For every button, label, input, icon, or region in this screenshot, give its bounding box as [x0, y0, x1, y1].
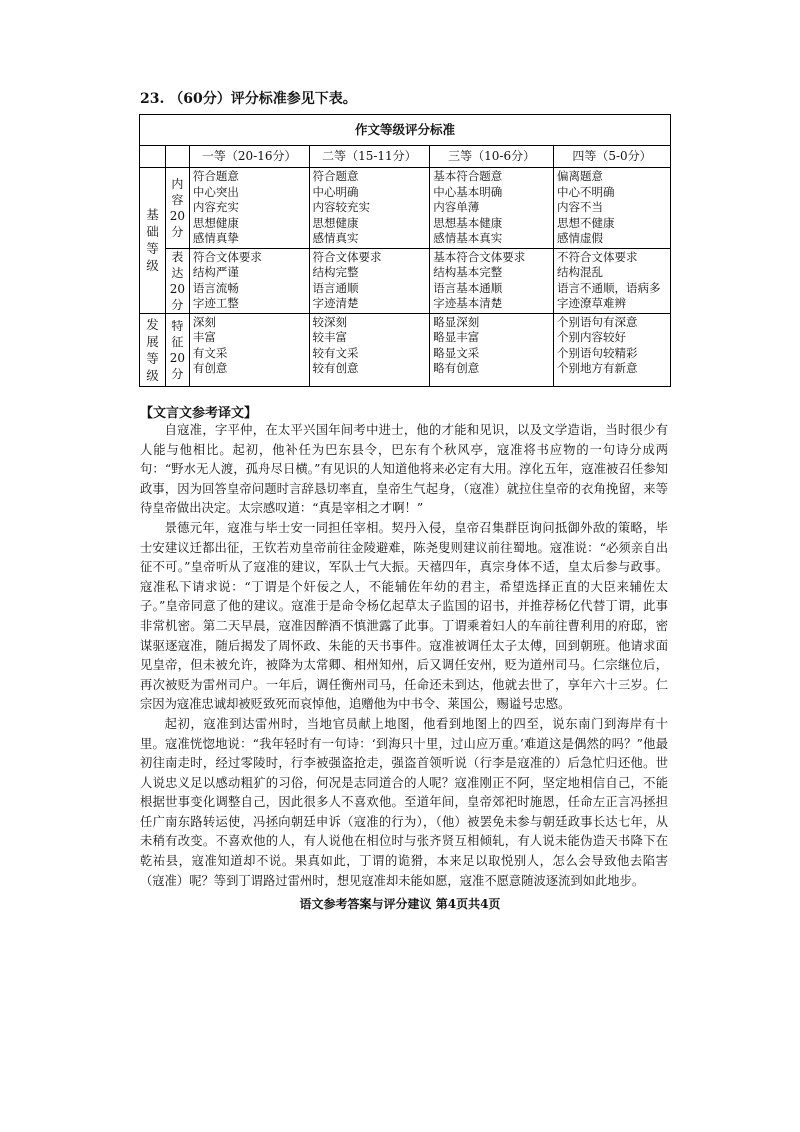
- feature-grade-2: 较深刻 较丰富 较有文采 较有创意: [309, 313, 430, 386]
- rubric-grade-row: [140, 145, 671, 168]
- translation-paragraph-3: 起初，寇准到达雷州时，当地官员献上地图，他看到地图上的四至，说东南门到海岸有十里。寇准恍惚地说：“我年轻时有一句诗：‘到海只十里，过山应万重。’难道这是偶然的吗？”他最初往南走时，经过零陵时，行李被强盗抢走，强盗首领听说（行李是寇准的）后急忙归还他。世人说忠义足以感动粗犷的习俗，何况是志同道合的人呢？寇准刚正不阿，坚定地相信自己，不能根据世事变化调整自己，因此很多人不喜欢他。至道年间，皇帝郊祀时施恩，任命左正言冯拯担任广南东路转运使，冯拯向朝廷申诉（寇准的行为），（他）被罢免未参与朝廷政事长达七年，从未稍有改变。不喜欢他的人，有人说他在相位时与张齐贤互相倾轧，有人说未能伪造天书降下在乾祐县，寇准知道却不说。果真如此，丁谓的诡猾，本来足以取悦别人，怎么会导致他去陷害（寇准）呢？等到丁谓路过雷州时，想见寇准却未能如愿，寇准不愿意随波逐流到如此地步。: [140, 716, 668, 888]
- expression-grade-2: 符合文体要求 结构完整 语言通顺 字迹清楚: [309, 248, 430, 313]
- expression-grade-4: 不符合文体要求 结构混乱 语言不通顺，语病多 字迹潦草难辨: [554, 248, 671, 313]
- basic-level-label: 基 础 等 级: [140, 168, 166, 314]
- translation-paragraph-2: 景德元年，寇准与毕士安一同担任宰相。契丹入侵，皇帝召集群臣询问抵御外敌的策略，毕士安建议迁都出征，王钦若劝皇帝前往金陵避难，陈尧叟则建议前往蜀地。寇准说：“必须亲自出征不可。”皇帝听从了寇准的建议，军队士气大振。天禧四年，真宗身体不适，皇太后参与政事。寇准私下请求说：“丁谓是个奸佞之人，不能辅佐年幼的君主，希望选择正直的大臣来辅佐太子。”皇帝同意了他的建议。寇准于是命令杨亿起草太子监国的诏书，并推荐杨亿代替丁谓，此事非常机密。第二天早晨，寇准因醉酒不慎泄露了此事。丁谓乘着妇人的车前往曹利用的府邸，密谋驱逐寇准，随后揭发了周怀政、朱能的天书事件。寇准被调任太子太傅，回到朝班。他请求面见皇帝，但未被允许，被降为太常卿、相州知州，后又调任安州，贬为道州司马。仁宗继位后，再次被贬为雷州司户。一年后，调任衡州司马，任命还未到达，他就去世了，享年六十三岁。仁宗因为寇准忠诚却被贬致死而哀悼他，追赠他为中书令、莱国公，赐谥号忠愍。: [140, 520, 668, 712]
- content-row: [140, 168, 671, 249]
- content-grade-4: 偏离题意 中心不明确 内容不当 思想不健康 感情虚假: [554, 168, 671, 249]
- grade-header-1: 一等（20-16分）: [189, 145, 309, 168]
- expression-grade-3: 基本符合文体要求 结构基本完整 语言基本通顺 字迹基本清楚: [430, 248, 554, 313]
- translation-paragraph-1: 自寇准，字平仲，在太平兴国年间考中进士，他的才能和见识，以及文学造诣，当时很少有人能与他相比。起初，他补任为巴东县令，巴东有个秋风亭，寇准将书应物的一句诗分成两句：“野水无人渡，孤舟尽日横。”有见识的人知道他将来必定有大用。淳化五年，寇准被召任参知政事，因为回答皇帝问题时言辞恳切率直，皇帝生气起身，（寇准）就拉住皇帝的衣角挽留，来等待皇帝做出决定。太宗感叹道：“真是宰相之才啊！”: [140, 423, 668, 516]
- translation-heading: 【文言文参考译文】: [140, 406, 258, 421]
- grade-header-3: 三等（10-6分）: [430, 145, 554, 168]
- page-footer: 语文参考答案与评分建议 第4页共4页: [299, 897, 501, 911]
- question-title: 23. （60分）评分标准参见下表。: [140, 91, 357, 107]
- expression-row: [140, 248, 671, 313]
- grading-rubric-table: [139, 114, 671, 387]
- feature-grade-4: 个别语句有深意 个别内容较好 个别语句较精彩 个别地方有新意: [554, 313, 671, 386]
- feature-grade-1: 深刻 丰富 有文采 有创意: [189, 313, 309, 386]
- content-label: 内 容 20 分: [165, 168, 189, 249]
- rubric-caption-row: [140, 115, 671, 146]
- grade-header-2: 二等（15-11分）: [309, 145, 430, 168]
- translation-body: [140, 421, 668, 891]
- content-grade-2: 符合题意 中心明确 内容较充实 思想健康 感情真实: [309, 168, 430, 249]
- grade-header-4: 四等（5-0分）: [554, 145, 671, 168]
- expression-label: 表 达 20 分: [165, 248, 189, 313]
- expression-grade-1: 符合文体要求 结构严谨 语言流畅 字迹工整: [189, 248, 309, 313]
- feature-row: [140, 313, 671, 386]
- content-grade-3: 基本符合题意 中心基本明确 内容单薄 思想基本健康 感情基本真实: [430, 168, 554, 249]
- content-grade-1: 符合题意 中心突出 内容充实 思想健康 感情真挚: [189, 168, 309, 249]
- feature-label: 特 征 20 分: [165, 313, 189, 386]
- development-level-label: 发 展 等 级: [140, 313, 166, 386]
- feature-grade-3: 略显深刻 略显丰富 略显文采 略有创意: [430, 313, 554, 386]
- rubric-caption: 作文等级评分标准: [140, 115, 671, 146]
